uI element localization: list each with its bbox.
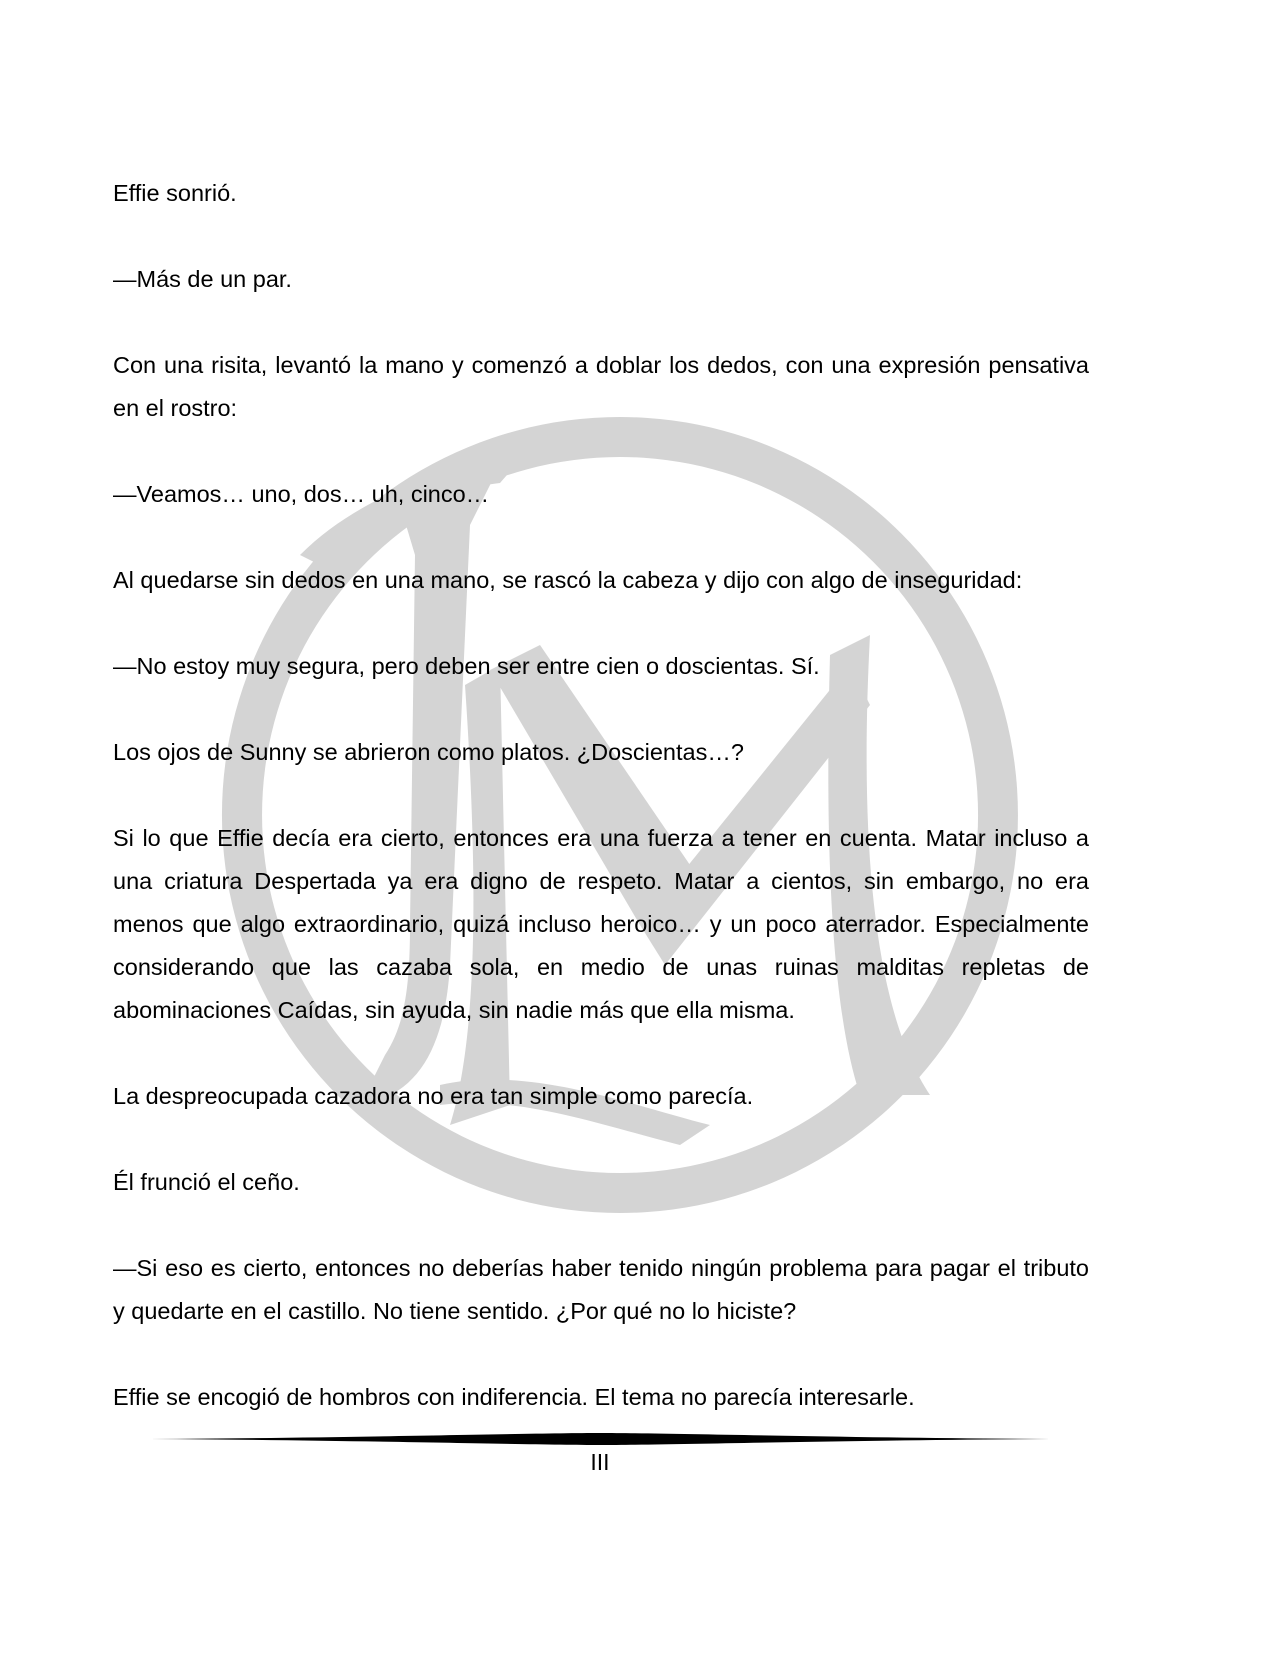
paragraph: Él frunció el ceño. (113, 1169, 300, 1195)
paragraph: Con una risita, levantó la mano y comenzó a doblar los dedos, con una expresión pensativa en el rostro: (113, 352, 1089, 421)
paragraph: Effie sonrió. (113, 180, 237, 206)
footer-divider (150, 1431, 1050, 1447)
paragraph: —No estoy muy segura, pero deben ser entre cien o doscientas. Sí. (113, 653, 820, 679)
paragraph: Effie se encogió de hombros con indiferencia. El tema no parecía interesarle. (113, 1384, 915, 1410)
page-number: III (590, 1449, 610, 1475)
paragraph: —Veamos… uno, dos… uh, cinco… (113, 481, 490, 507)
paragraph: —Si eso es cierto, entonces no deberías haber tenido ningún problema para pagar el tributo y quedarte en el castillo. No tiene sentido. ¿Por qué no lo hiciste? (113, 1255, 1089, 1324)
paragraph: Los ojos de Sunny se abrieron como platos. ¿Doscientas…? (113, 739, 744, 765)
paragraph: Al quedarse sin dedos en una mano, se rascó la cabeza y dijo con algo de inseguridad: (113, 567, 1023, 593)
paragraph: La despreocupada cazadora no era tan simple como parecía. (113, 1083, 754, 1109)
body-text (113, 172, 1089, 1419)
paragraph: Si lo que Effie decía era cierto, entonces era una fuerza a tener en cuenta. Matar incluso a una criatura Despertada ya era digno de respeto. Matar a cientos, sin embargo, no era menos que algo extraordinario, quizá incluso heroico… y un poco aterrador. Especialmente considerando que las cazaba sola, en medio de unas ruinas malditas repletas de abominaciones Caídas, sin ayuda, sin nadie más que ella misma. (113, 825, 1089, 1023)
paragraph: —Más de un par. (113, 266, 292, 292)
